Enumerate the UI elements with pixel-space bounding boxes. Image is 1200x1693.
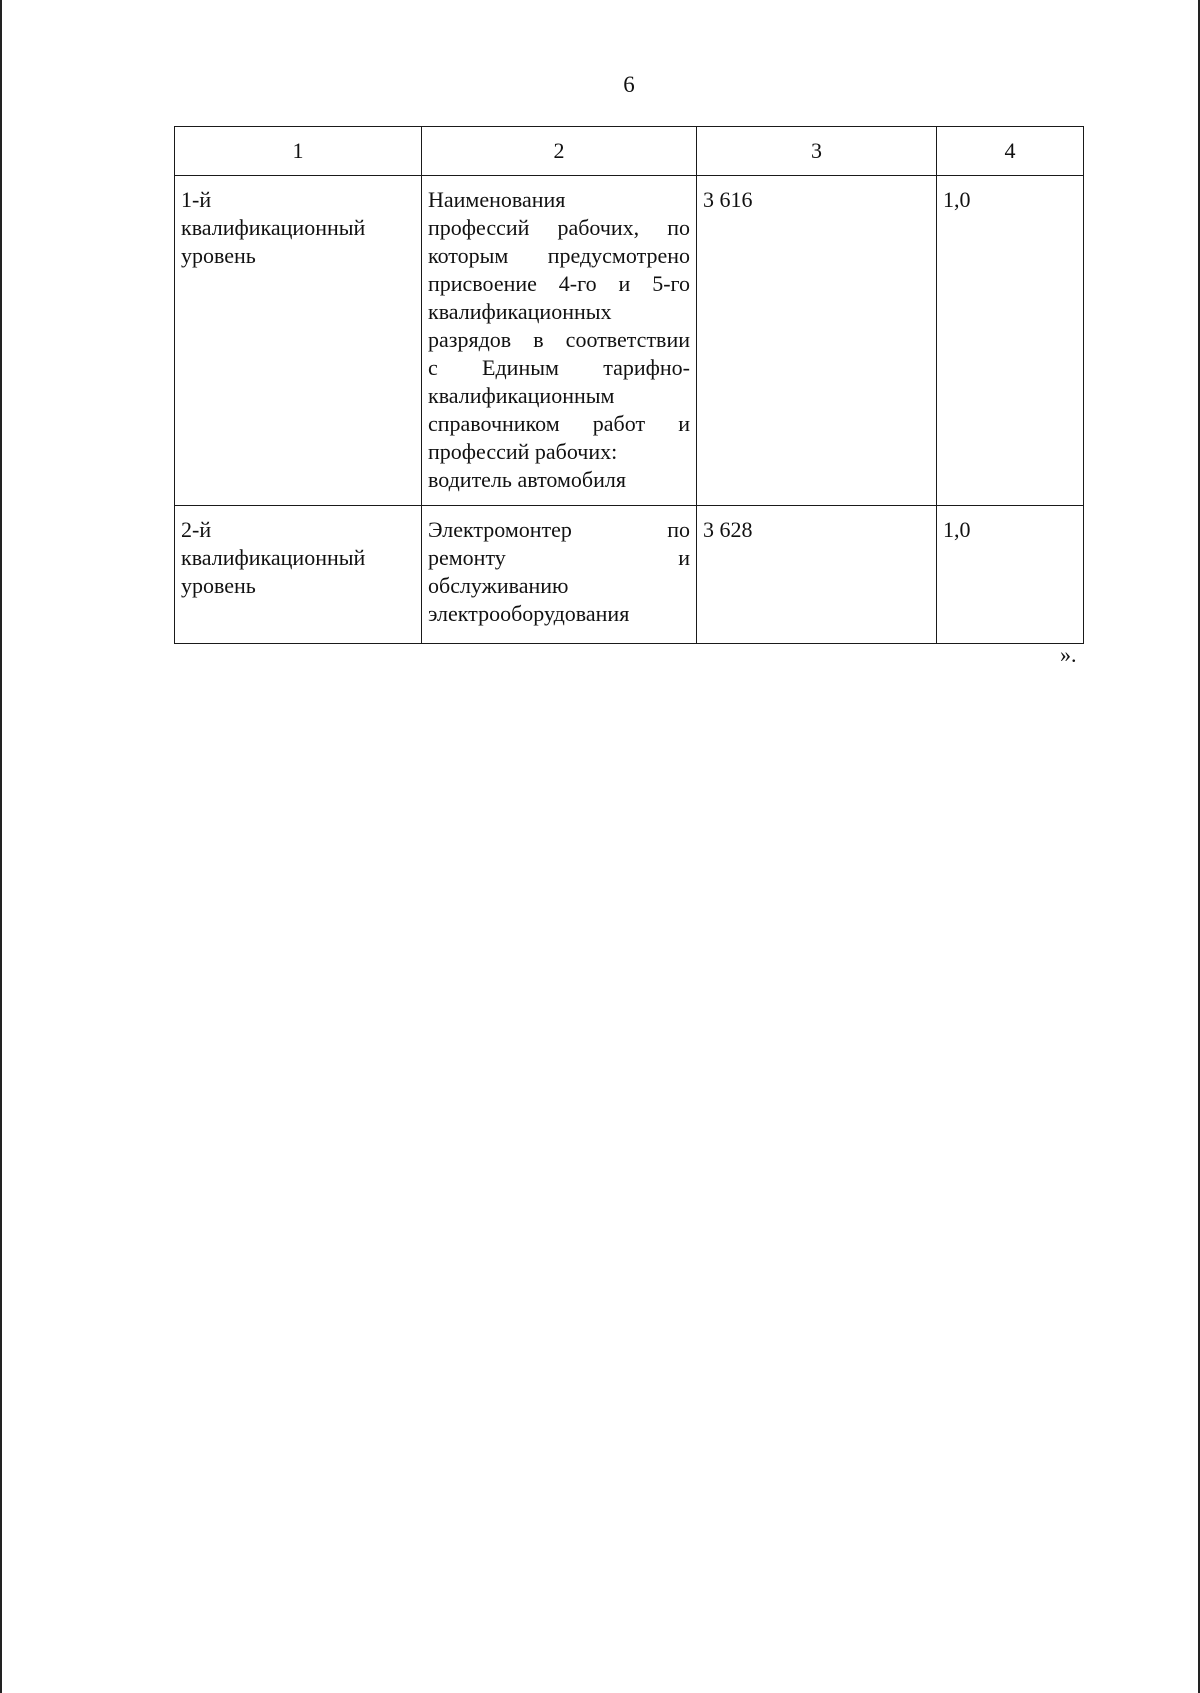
header-cell-4: 4: [937, 127, 1084, 176]
profession-cell: [422, 506, 697, 644]
table-row: [175, 506, 1084, 644]
profession-line: с Единым тарифно-: [428, 355, 690, 380]
salary-cell: [697, 176, 937, 506]
profession-line: квалификационным: [428, 383, 615, 408]
level-line: квалификационный: [181, 545, 366, 570]
header-cell-2: 2: [422, 127, 697, 176]
coefficient-value: 1,0: [943, 187, 971, 212]
profession-line: водитель автомобиля: [428, 467, 626, 492]
profession-line: справочником работ и: [428, 411, 690, 436]
table-header-row: [175, 127, 1084, 176]
coefficient-cell: [937, 506, 1084, 644]
page-number: 6: [623, 72, 635, 97]
level-line: квалификационный: [181, 215, 366, 240]
profession-cell: [422, 176, 697, 506]
level-line: уровень: [181, 243, 256, 268]
header-cell-3: 3: [697, 127, 937, 176]
profession-line: ремонту и: [428, 545, 690, 570]
profession-line: электрооборудования: [428, 601, 630, 626]
header-cell-1: 1: [175, 127, 422, 176]
salary-value: 3 628: [703, 517, 753, 542]
profession-line: обслуживанию: [428, 573, 569, 598]
profession-line: профессий рабочих, по: [428, 215, 690, 240]
level-line: уровень: [181, 573, 256, 598]
closing-quote-mark: ».: [1060, 642, 1077, 667]
profession-line: присвоение 4-го и 5-го: [428, 271, 690, 296]
level-cell: [175, 506, 422, 644]
level-cell: [175, 176, 422, 506]
profession-line: разрядов в соответствии: [428, 327, 690, 352]
profession-line: профессий рабочих:: [428, 439, 618, 464]
profession-line: Наименования: [428, 187, 566, 212]
table-row: [175, 176, 1084, 506]
salary-value: 3 616: [703, 187, 753, 212]
level-line: 2-й: [181, 517, 212, 542]
profession-line: которым предусмотрено: [428, 243, 690, 268]
coefficient-value: 1,0: [943, 517, 971, 542]
coefficient-cell: [937, 176, 1084, 506]
level-line: 1-й: [181, 187, 212, 212]
page-edge-left: [0, 0, 2, 1693]
profession-line: квалификационных: [428, 299, 612, 324]
qualification-table: [174, 126, 1084, 644]
salary-cell: [697, 506, 937, 644]
profession-line: Электромонтер по: [428, 517, 690, 542]
